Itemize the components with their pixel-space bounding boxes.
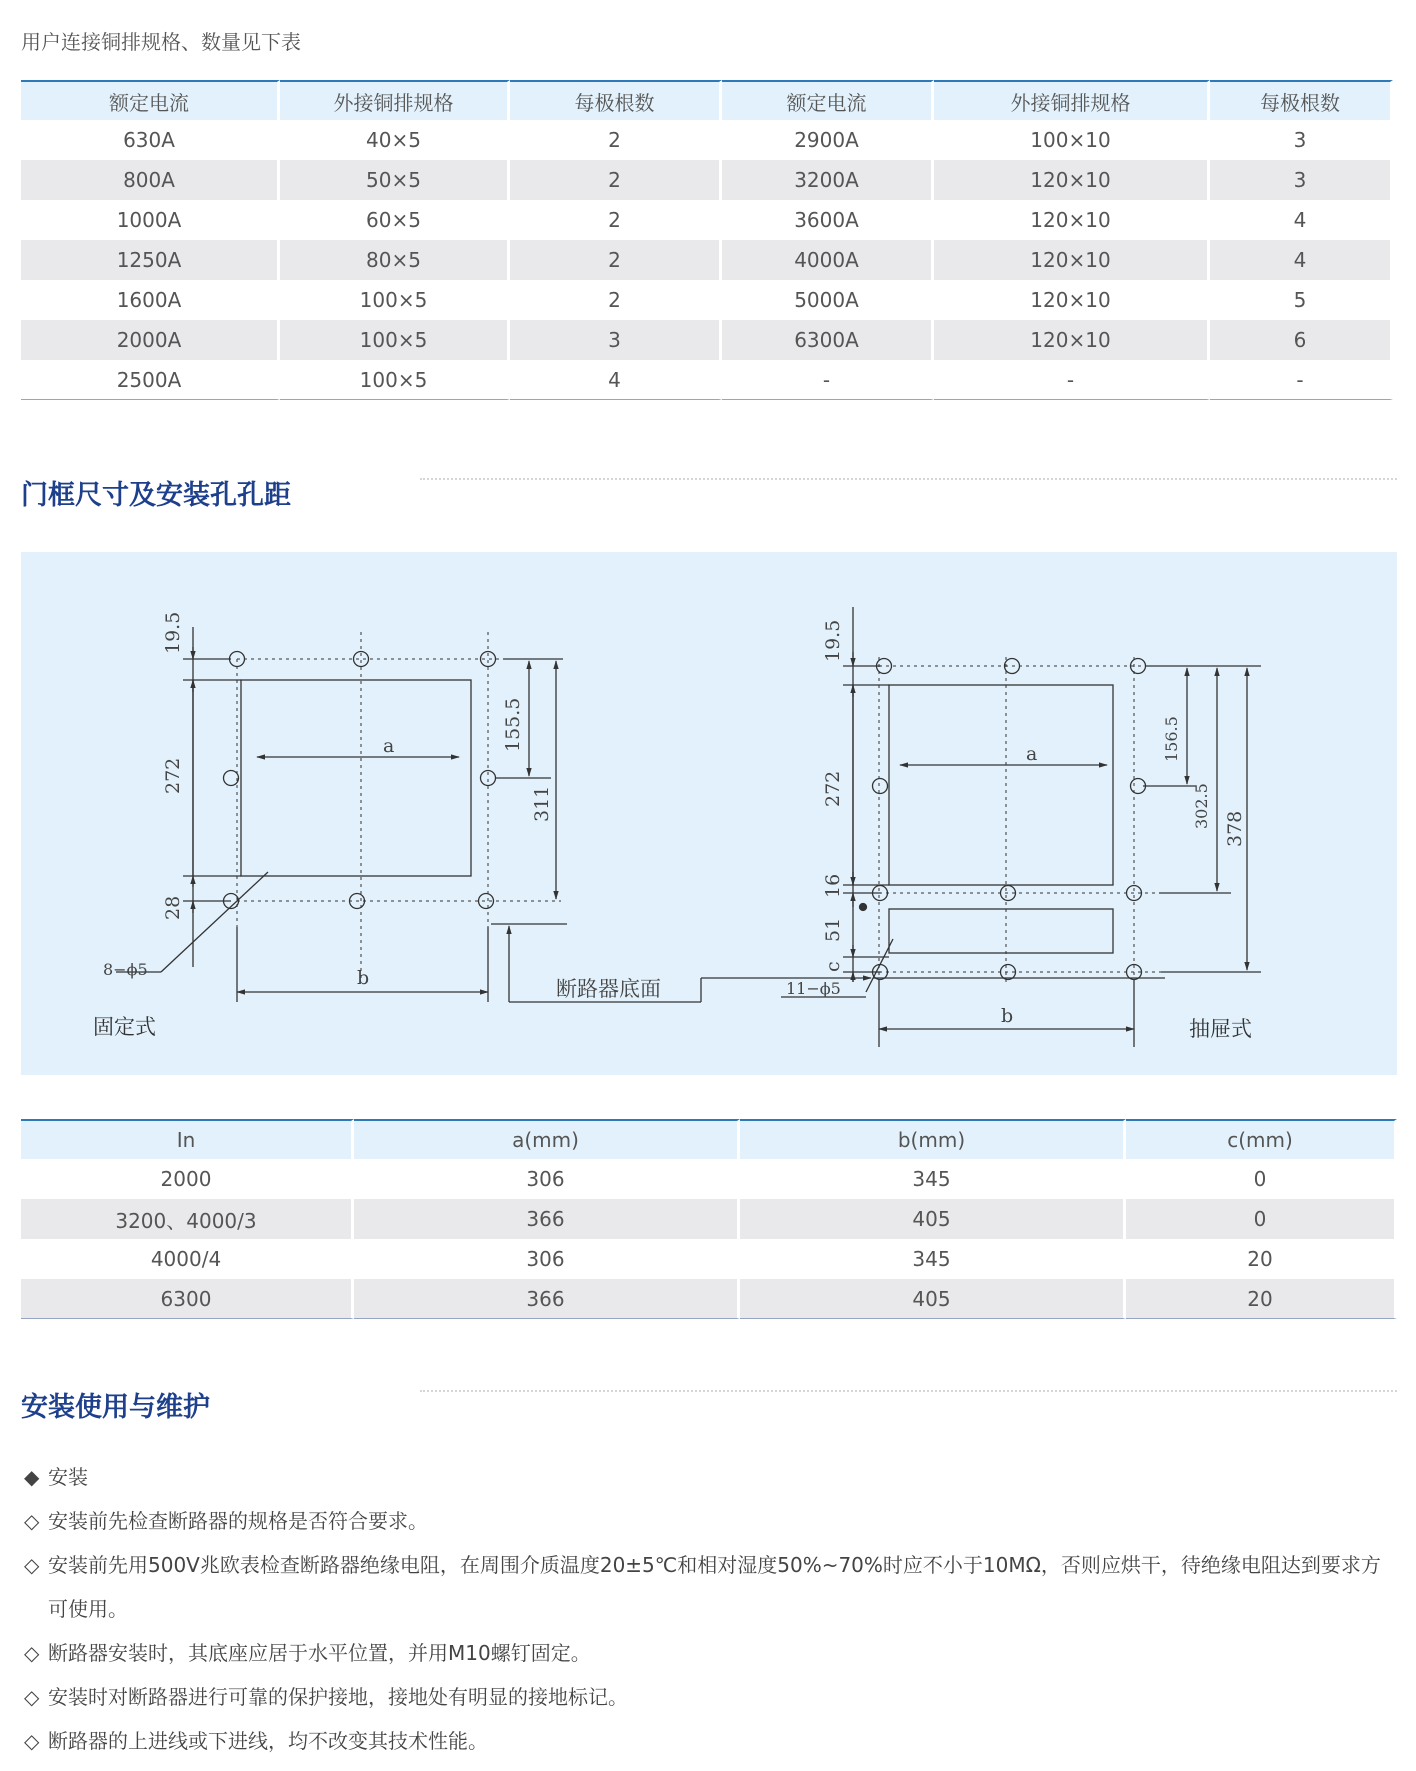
dim-label: c xyxy=(822,961,844,972)
caption-drawer-type: 抽屉式 xyxy=(1189,1017,1252,1041)
table-cell: 100×5 xyxy=(280,280,510,320)
caption-fixed-type: 固定式 xyxy=(93,1015,156,1039)
table-row xyxy=(21,360,1393,400)
column-header: b(mm) xyxy=(740,1119,1126,1159)
table-cell: 60×5 xyxy=(280,200,510,240)
table-cell: 20 xyxy=(1126,1279,1397,1319)
dim-label: b xyxy=(1001,1005,1014,1027)
table-cell: 3600A xyxy=(722,200,934,240)
table-cell: 2 xyxy=(510,280,722,320)
section-title-installation: 安装使用与维护 xyxy=(21,1392,210,1423)
dim-label: 19.5 xyxy=(822,619,844,662)
mounting-holes-left xyxy=(224,652,496,909)
hollow-diamond-icon: ◇ xyxy=(24,1553,40,1577)
table-cell: - xyxy=(934,360,1210,400)
table-row xyxy=(21,1239,1397,1279)
dim-label: a xyxy=(1026,743,1038,765)
table-cell: 5 xyxy=(1210,280,1393,320)
holes-label: 11−ϕ5 xyxy=(786,979,841,998)
drawer-slot-cutout xyxy=(889,909,1113,953)
table-cell: 80×5 xyxy=(280,240,510,280)
table-row xyxy=(21,240,1393,280)
dim-label: 378 xyxy=(1224,810,1246,847)
hollow-diamond-icon: ◇ xyxy=(24,1685,40,1709)
table-cell: 366 xyxy=(354,1279,740,1319)
table-cell: 2000A xyxy=(21,320,280,360)
dim-label: 16 xyxy=(822,873,844,898)
dim-label: 155.5 xyxy=(502,697,524,752)
table-cell: 345 xyxy=(740,1239,1126,1279)
door-frame-cutout-right xyxy=(889,685,1113,885)
hollow-diamond-icon: ◇ xyxy=(24,1641,40,1665)
table-cell: 3200、4000/3 xyxy=(21,1199,354,1239)
table-row xyxy=(21,1159,1397,1199)
table-cell: 3 xyxy=(510,320,722,360)
table-cell: 20 xyxy=(1126,1239,1397,1279)
dim-label: a xyxy=(383,735,395,757)
list-item xyxy=(24,1631,1399,1675)
list-item-text: 安装 xyxy=(48,1465,88,1489)
table-cell: - xyxy=(1210,360,1393,400)
dim-label: b xyxy=(357,967,370,989)
list-item-text: 安装前先检查断路器的规格是否符合要求。 xyxy=(48,1509,428,1533)
table-cell: 6300A xyxy=(722,320,934,360)
table-cell: 0 xyxy=(1126,1199,1397,1239)
column-header: 外接铜排规格 xyxy=(934,80,1210,120)
table-cell: 100×5 xyxy=(280,360,510,400)
table-cell: - xyxy=(722,360,934,400)
dimension-table xyxy=(21,1119,1397,1319)
maintenance-list xyxy=(24,1455,1399,1763)
table-cell: 2 xyxy=(510,160,722,200)
table-cell: 366 xyxy=(354,1199,740,1239)
table-cell: 120×10 xyxy=(934,200,1210,240)
table-cell: 345 xyxy=(740,1159,1126,1199)
table-row xyxy=(21,160,1393,200)
table-cell: 2500A xyxy=(21,360,280,400)
table-cell: 306 xyxy=(354,1159,740,1199)
dim-label: 51 xyxy=(822,917,844,942)
table-cell: 100×5 xyxy=(280,320,510,360)
table-cell: 1250A xyxy=(21,240,280,280)
dim-label: 19.5 xyxy=(162,611,184,654)
table-row xyxy=(21,120,1393,160)
filled-diamond-icon: ◆ xyxy=(24,1465,40,1489)
table-header-row xyxy=(21,1119,1397,1159)
hollow-diamond-icon: ◇ xyxy=(24,1729,40,1753)
table-cell: 4 xyxy=(510,360,722,400)
table-cell: 405 xyxy=(740,1279,1126,1319)
dim-label: 28 xyxy=(162,895,184,920)
column-header: c(mm) xyxy=(1126,1119,1397,1159)
table-cell: 40×5 xyxy=(280,120,510,160)
list-item xyxy=(24,1543,1399,1631)
column-header: 每极根数 xyxy=(510,80,722,120)
table-row xyxy=(21,1279,1397,1319)
table-cell: 6300 xyxy=(21,1279,354,1319)
table-row xyxy=(21,200,1393,240)
table-cell: 306 xyxy=(354,1239,740,1279)
table-cell: 50×5 xyxy=(280,160,510,200)
column-header: a(mm) xyxy=(354,1119,740,1159)
dim-label: 311 xyxy=(531,785,553,822)
column-header: 额定电流 xyxy=(21,80,280,120)
table-cell: 4000/4 xyxy=(21,1239,354,1279)
table-cell: 1000A xyxy=(21,200,280,240)
dim-label: 272 xyxy=(162,757,184,794)
dim-label: 302.5 xyxy=(1192,783,1211,829)
column-header: In xyxy=(21,1119,354,1159)
hollow-diamond-icon: ◇ xyxy=(24,1509,40,1533)
column-header: 额定电流 xyxy=(722,80,934,120)
mounting-diagram xyxy=(21,552,1397,1075)
dimension-drawing xyxy=(21,552,1397,1075)
list-item xyxy=(24,1455,1399,1499)
list-item-text: 断路器安装时，其底座应居于水平位置，并用M10螺钉固定。 xyxy=(48,1641,591,1665)
table-cell: 120×10 xyxy=(934,320,1210,360)
list-item xyxy=(24,1499,1399,1543)
table-cell: 2900A xyxy=(722,120,934,160)
list-item xyxy=(24,1675,1399,1719)
table-cell: 6 xyxy=(1210,320,1393,360)
table-cell: 1600A xyxy=(21,280,280,320)
table-cell: 3 xyxy=(1210,120,1393,160)
column-header: 每极根数 xyxy=(1210,80,1393,120)
table-cell: 2 xyxy=(510,240,722,280)
table-cell: 2 xyxy=(510,200,722,240)
column-header: 外接铜排规格 xyxy=(280,80,510,120)
table-cell: 4000A xyxy=(722,240,934,280)
table-cell: 5000A xyxy=(722,280,934,320)
dim-label: 272 xyxy=(822,770,844,807)
table-cell: 3200A xyxy=(722,160,934,200)
door-frame-cutout-left xyxy=(241,680,471,876)
table-cell: 4 xyxy=(1210,200,1393,240)
mounting-holes-right xyxy=(873,659,1146,980)
table-cell: 405 xyxy=(740,1199,1126,1239)
section-divider xyxy=(420,478,1397,480)
section-divider xyxy=(420,1390,1397,1392)
table-cell: 3 xyxy=(1210,160,1393,200)
table-cell: 2 xyxy=(510,120,722,160)
intro-text: 用户连接铜排规格、数量见下表 xyxy=(21,30,301,54)
dim-label: 156.5 xyxy=(1162,716,1181,762)
table-row xyxy=(21,1199,1397,1239)
list-item-text: 安装前先用500V兆欧表检查断路器绝缘电阻，在周围介质温度20±5℃和相对湿度50%~70%时应不小于10MΩ，否则应烘干，待绝缘电阻达到要求方可使用。 xyxy=(48,1553,1381,1621)
table-cell: 100×10 xyxy=(934,120,1210,160)
list-item-text: 断路器的上进线或下进线，均不改变其技术性能。 xyxy=(48,1729,488,1753)
base-label: 断路器底面 xyxy=(556,977,661,1001)
table-cell: 800A xyxy=(21,160,280,200)
table-cell: 120×10 xyxy=(934,280,1210,320)
table-cell: 2000 xyxy=(21,1159,354,1199)
list-item xyxy=(24,1719,1399,1763)
table-cell: 4 xyxy=(1210,240,1393,280)
table-cell: 120×10 xyxy=(934,240,1210,280)
busbar-spec-table xyxy=(21,80,1393,400)
table-header-row xyxy=(21,80,1393,120)
section-title-door-frame: 门框尺寸及安装孔孔距 xyxy=(21,480,291,511)
table-row xyxy=(21,320,1393,360)
list-item-text: 安装时对断路器进行可靠的保护接地，接地处有明显的接地标记。 xyxy=(48,1685,628,1709)
table-cell: 0 xyxy=(1126,1159,1397,1199)
holes-label: 8−ϕ5 xyxy=(103,960,148,979)
table-row xyxy=(21,280,1393,320)
table-cell: 120×10 xyxy=(934,160,1210,200)
table-cell: 630A xyxy=(21,120,280,160)
